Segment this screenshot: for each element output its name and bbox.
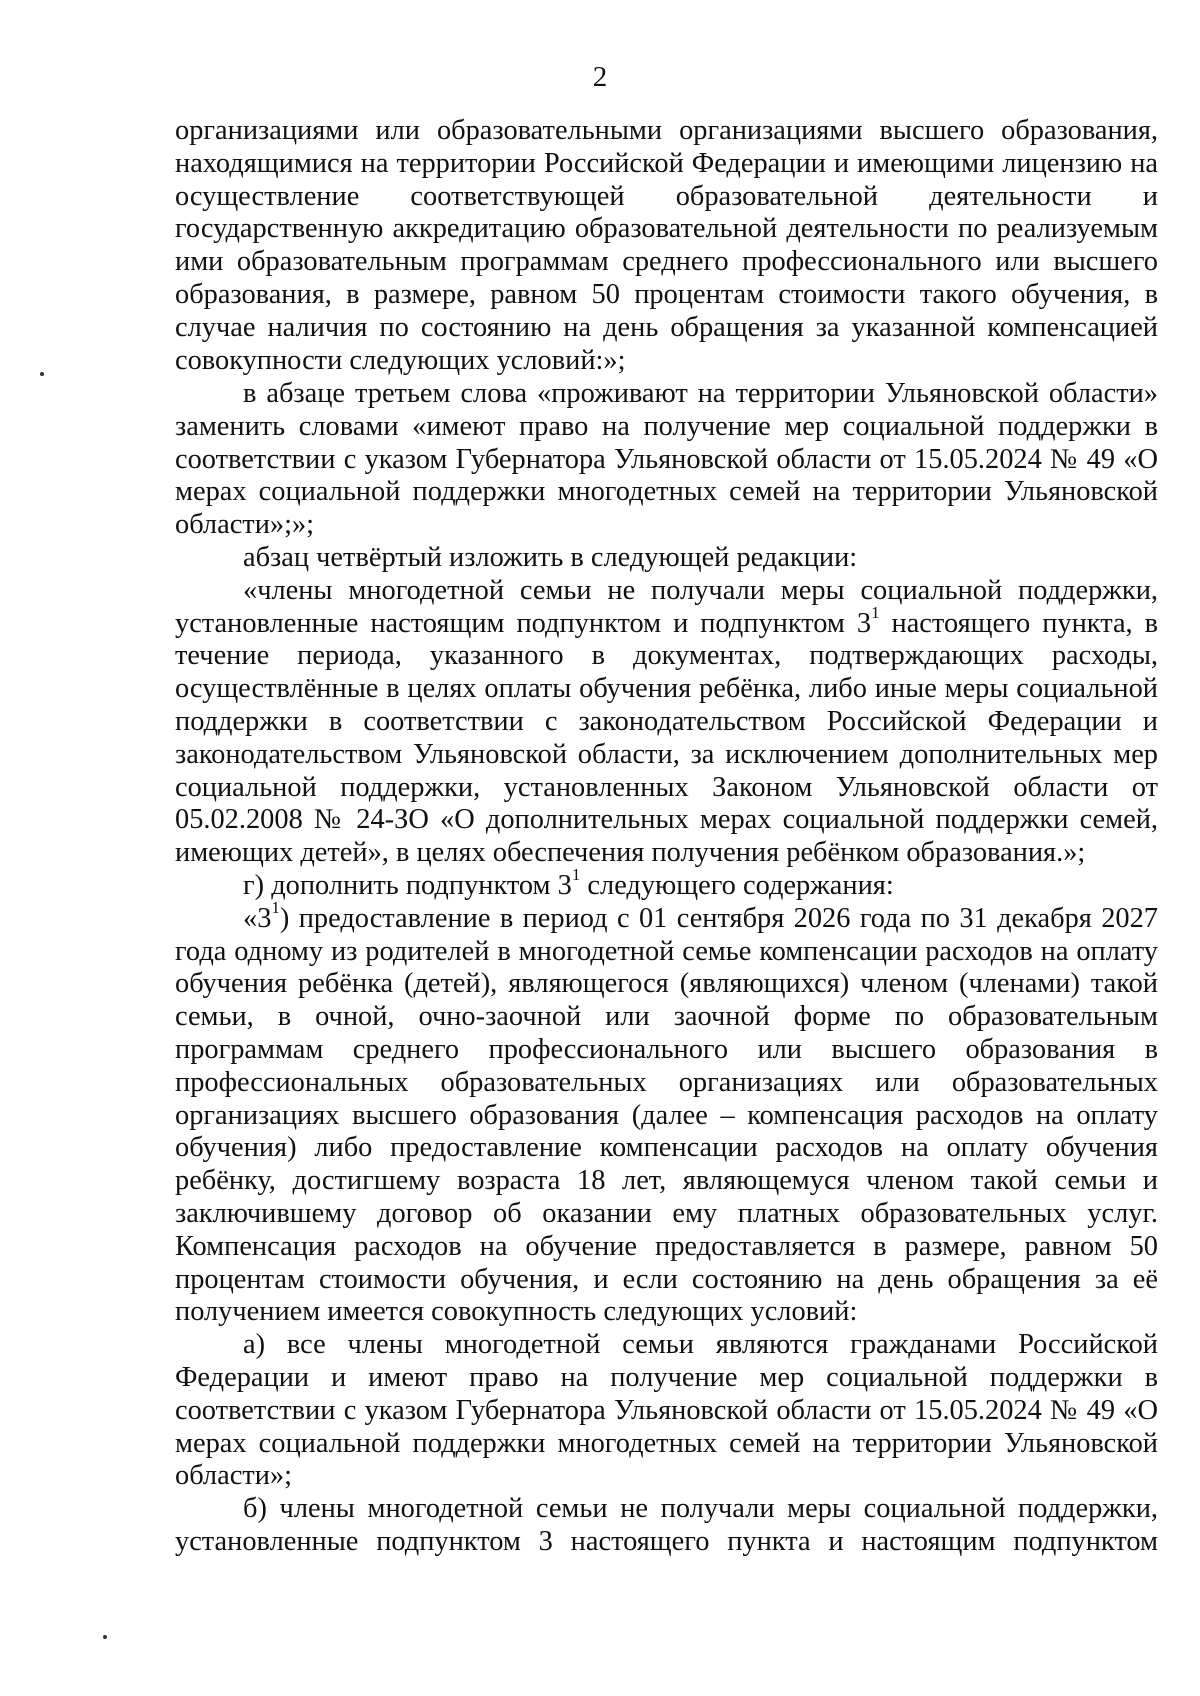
document-text-body [175,378,1158,1559]
paragraph-abzac-3: в абзаце третьем слова «проживают на территории Ульяновской области» заменить словами «имеют право на получение мер социальной поддержки в соответствии с указом Губернатора Ульяновской области от 15.05.2024 № 49 «О мерах социальной поддержки многодетных семей на территории Ульяновской области»;»; [175,378,1158,541]
superscript: 1 [871,603,880,623]
paragraph-condition-a: а) все члены многодетной семьи являются гражданами Российской Федерации и имеют право на получение мер социальной поддержки в соответствии с указом Губернатора Ульяновской области от 15.05.2024 № 49 «О мерах социальной поддержки многодетных семей на территории Ульяновской области»; [175,1329,1158,1492]
text-segment: следующего содержания: [580,869,894,901]
document-text-top [175,115,1158,377]
scan-speck [103,1635,107,1639]
paragraph-subpoint-3-1 [175,898,1158,1329]
paragraph-abzac-4: абзац четвёртый изложить в следующей редакции: [243,541,858,573]
paragraph-condition-b: б) члены многодетной семьи не получали меры социальной поддержки, установленные подпунктом 3 настоящего пункта и настоящим подпунктом [175,1493,1158,1557]
page-number: 2 [592,61,608,93]
text-segment: настоящего пункта, в течение периода, указанного в документах, подтверждающих расходы, осуществлённые в целях оплаты обучения ребёнка, либо иные меры социальной поддержки в соответствии с законодательством Российской Федерации и законодательством Ульяновской области, за исключением дополнительных мер социальной поддержки, установленных Законом Ульяновской области от 05.02.2008 № 24-ЗО «О дополнительных мерах социальной поддержки семей, имеющих детей», в целях обеспечения получения ребёнком образования.»; [175,607,1159,869]
text-segment: г) дополнить подпунктом 3 [243,869,572,901]
text-segment: «3 [243,902,272,934]
superscript: 1 [571,865,581,885]
paragraph-continuation: организациями или образовательными организациями высшего образования, находящимися на территории Российской Федерации и имеющими лицензию на осуществление соответствующей образовательной деятельности и государственную аккредитацию образовательной деятельности по реализуемым ими образовательным программам среднего профессионального или высшего образования, в размере, равном 50 процентам стоимости такого обучения, в случае наличия по состоянию на день обращения за указанной компенсацией совокупности следующих условий:»; [175,115,1158,376]
text-segment: ) предоставление в период с 01 сентября 2026 года по 31 декабря 2027 года одному из родителей в многодетной семье компенсации расходов на оплату обучения ребёнка (детей), являющегося (являющихся) членом (членами) такой семьи, в очной, очно-заочной или заочной форме по образовательным программам среднего профессионального или высшего образования в профессиональных образовательных организациях или образовательных организациях высшего образования (далее – компенсация расходов на оплату обучения) либо предоставление компенсации расходов на оплату обучения ребёнку, достигшему возраста 18 лет, являющемуся членом такой семьи и заключившему договор об оказании ему платных образовательных услуг. Компенсация расходов на обучение предоставляется в размере, равном 50 процентам стоимости обучения, и если состоянию на день обращения за её получением имеется совокупность следующих условий: [175,902,1158,1328]
superscript: 1 [271,898,280,918]
paragraph-new-wording [175,575,1158,870]
scan-speck [40,372,44,376]
text-segment: «члены многодетной семьи не получали меры социальной поддержки, установленные настоящим подпунктом и подпунктом 3 [175,574,1158,639]
paragraph-amend-g [175,865,1158,903]
